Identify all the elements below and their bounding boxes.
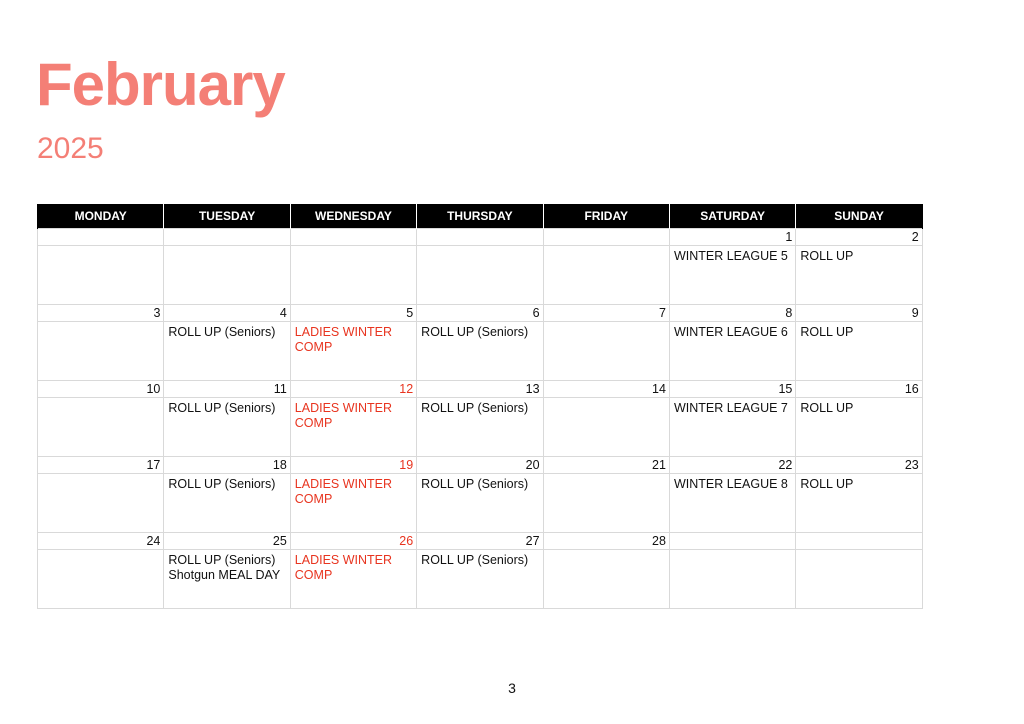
day-events-cell <box>164 322 290 381</box>
day-events-cell <box>290 550 416 609</box>
weekday-friday: FRIDAY <box>543 204 669 229</box>
week-5-date-row <box>38 533 923 550</box>
day-events-cell <box>796 474 922 533</box>
day-number <box>164 229 290 246</box>
week-5-event-row <box>38 550 923 609</box>
day-events-cell <box>669 550 795 609</box>
event-label: LADIES WINTER COMP <box>294 477 393 506</box>
day-number: 1 <box>669 229 795 246</box>
day-events-cell <box>38 550 164 609</box>
day-number: 7 <box>543 305 669 322</box>
event-label: ROLL UP (Seniors) <box>421 477 529 491</box>
day-events-cell <box>796 550 922 609</box>
week-2-event-row <box>38 322 923 381</box>
day-number: 4 <box>164 305 290 322</box>
day-number: 19 <box>290 457 416 474</box>
event-label: ROLL UP <box>800 325 854 339</box>
day-events-cell <box>38 398 164 457</box>
day-events-cell <box>417 550 543 609</box>
day-events-cell <box>796 246 922 305</box>
event-label: LADIES WINTER COMP <box>294 401 393 430</box>
day-events-cell <box>290 246 416 305</box>
weekday-wednesday: WEDNESDAY <box>290 204 416 229</box>
event-label: ROLL UP (Seniors) <box>168 553 276 567</box>
day-number <box>38 229 164 246</box>
day-number: 22 <box>669 457 795 474</box>
day-events-cell <box>796 398 922 457</box>
day-number: 11 <box>164 381 290 398</box>
week-3-event-row <box>38 398 923 457</box>
day-events-cell <box>290 398 416 457</box>
day-number <box>669 533 795 550</box>
week-1-event-row <box>38 246 923 305</box>
day-number: 10 <box>38 381 164 398</box>
day-number: 20 <box>417 457 543 474</box>
week-4-date-row <box>38 457 923 474</box>
day-number: 18 <box>164 457 290 474</box>
day-events-cell <box>290 474 416 533</box>
event-label: WINTER LEAGUE 5 <box>673 249 788 263</box>
day-events-cell <box>543 246 669 305</box>
week-3-date-row <box>38 381 923 398</box>
day-number: 24 <box>38 533 164 550</box>
day-events-cell <box>543 322 669 381</box>
month-title: February <box>36 51 285 118</box>
week-1-date-row <box>38 229 923 246</box>
day-number <box>796 533 922 550</box>
day-number: 21 <box>543 457 669 474</box>
day-number: 12 <box>290 381 416 398</box>
day-events-cell <box>543 474 669 533</box>
day-events-cell <box>417 474 543 533</box>
weekday-tuesday: TUESDAY <box>164 204 290 229</box>
event-label: ROLL UP (Seniors) <box>168 325 276 339</box>
day-number: 8 <box>669 305 795 322</box>
event-label: ROLL UP (Seniors) <box>168 401 276 415</box>
event-label: Shotgun MEAL DAY <box>168 568 281 582</box>
day-events-cell <box>669 322 795 381</box>
day-events-cell <box>417 398 543 457</box>
day-events-cell <box>164 550 290 609</box>
day-number: 5 <box>290 305 416 322</box>
year-title: 2025 <box>37 132 104 165</box>
week-2-date-row <box>38 305 923 322</box>
event-label: ROLL UP (Seniors) <box>421 325 529 339</box>
day-number: 26 <box>290 533 416 550</box>
day-events-cell <box>38 322 164 381</box>
day-events-cell <box>543 550 669 609</box>
event-label: WINTER LEAGUE 8 <box>673 477 788 491</box>
event-label: WINTER LEAGUE 7 <box>673 401 788 415</box>
day-number: 28 <box>543 533 669 550</box>
day-number: 27 <box>417 533 543 550</box>
event-label: LADIES WINTER COMP <box>294 553 393 582</box>
day-number: 3 <box>38 305 164 322</box>
day-number: 9 <box>796 305 922 322</box>
day-events-cell <box>669 398 795 457</box>
event-label: LADIES WINTER COMP <box>294 325 393 354</box>
day-number <box>543 229 669 246</box>
weekday-monday: MONDAY <box>38 204 164 229</box>
day-events-cell <box>669 474 795 533</box>
day-number: 25 <box>164 533 290 550</box>
day-events-cell <box>417 322 543 381</box>
day-number: 17 <box>38 457 164 474</box>
weekday-sunday: SUNDAY <box>796 204 922 229</box>
day-events-cell <box>796 322 922 381</box>
day-number: 2 <box>796 229 922 246</box>
week-4-event-row <box>38 474 923 533</box>
day-number <box>290 229 416 246</box>
event-label: ROLL UP <box>800 477 854 491</box>
day-events-cell <box>38 246 164 305</box>
event-label: ROLL UP (Seniors) <box>168 477 276 491</box>
day-events-cell <box>290 322 416 381</box>
day-number: 23 <box>796 457 922 474</box>
day-events-cell <box>543 398 669 457</box>
day-events-cell <box>417 246 543 305</box>
day-number <box>417 229 543 246</box>
day-events-cell <box>164 474 290 533</box>
day-number: 16 <box>796 381 922 398</box>
weekday-thursday: THURSDAY <box>417 204 543 229</box>
calendar-grid <box>37 204 923 609</box>
day-events-cell <box>164 246 290 305</box>
day-number: 6 <box>417 305 543 322</box>
event-label: ROLL UP <box>800 249 854 263</box>
event-label: ROLL UP (Seniors) <box>421 553 529 567</box>
day-events-cell <box>669 246 795 305</box>
day-number: 15 <box>669 381 795 398</box>
event-label: ROLL UP <box>800 401 854 415</box>
page-number: 3 <box>508 680 516 696</box>
day-events-cell <box>38 474 164 533</box>
weekday-header-row <box>38 204 923 229</box>
day-number: 14 <box>543 381 669 398</box>
event-label: ROLL UP (Seniors) <box>421 401 529 415</box>
day-number: 13 <box>417 381 543 398</box>
day-events-cell <box>164 398 290 457</box>
weekday-saturday: SATURDAY <box>669 204 795 229</box>
event-label: WINTER LEAGUE 6 <box>673 325 788 339</box>
